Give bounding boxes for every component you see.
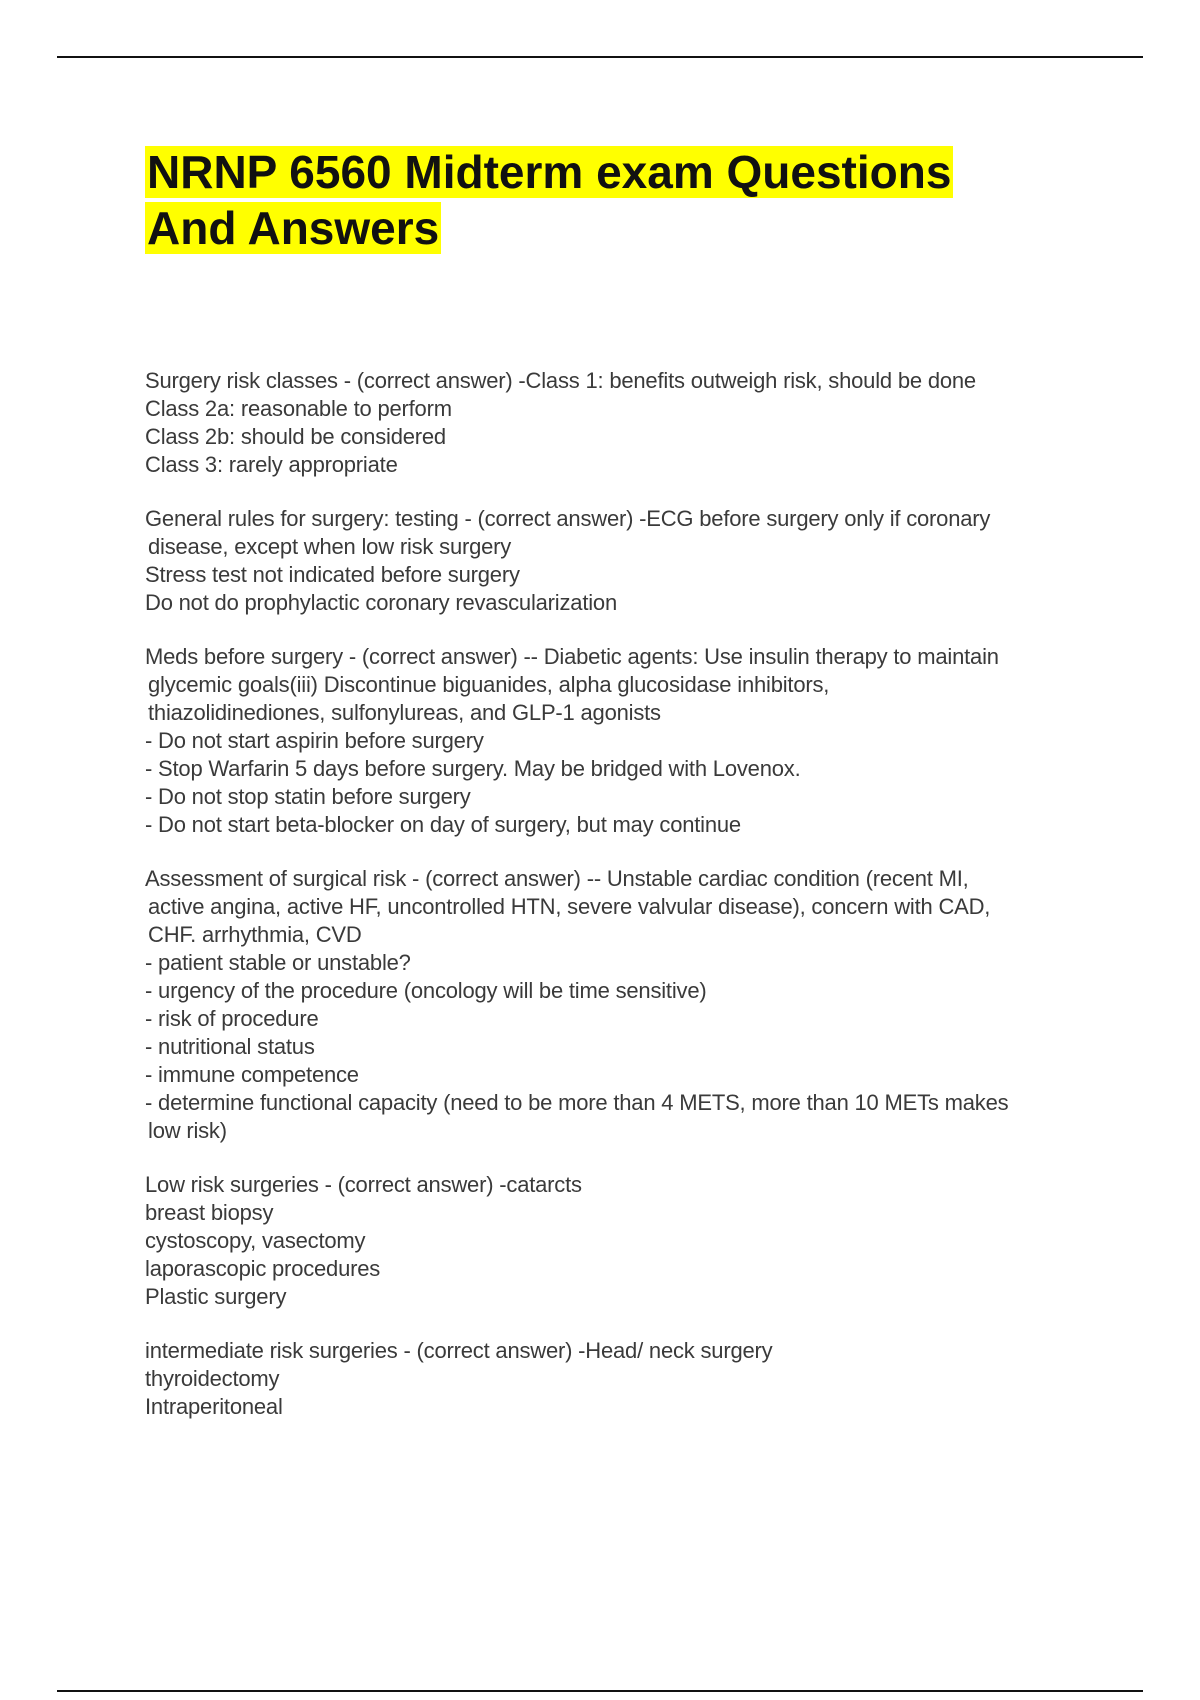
qa-answer-line: Do not do prophylactic coronary revascularization [145,590,617,615]
qa-answer-line: Plastic surgery [145,1284,287,1309]
document-title [145,144,1045,256]
qa-answer-line: CHF. arrhythmia, CVD [148,922,362,947]
qa-answer-line: - immune competence [145,1062,359,1087]
qa-answer-line: - Do not start aspirin before surgery [145,728,484,753]
bottom-rule [57,1690,1143,1692]
qa-answer-line: active angina, active HF, uncontrolled HTN, severe valvular disease), concern with CAD, [148,894,991,919]
qa-answer-line: disease, except when low risk surgery [148,534,512,559]
title-line-2: And Answers [147,202,440,254]
qa-question-line: intermediate risk surgeries - (correct answer) -Head/ neck surgery [145,1338,773,1363]
qa-question-line: General rules for surgery: testing - (correct answer) -ECG before surgery only if coronary [145,506,991,531]
qa-question-line: Meds before surgery - (correct answer) -- Diabetic agents: Use insulin therapy to maintain [145,644,999,669]
qa-item [145,505,1085,617]
qa-answer-line: Intraperitoneal [145,1394,283,1419]
qa-item [145,643,1085,839]
qa-item [145,1171,1085,1311]
qa-item [145,1337,1085,1421]
qa-answer-line: - urgency of the procedure (oncology will be time sensitive) [145,978,707,1003]
qa-question-line: Low risk surgeries - (correct answer) -catarcts [145,1172,582,1197]
qa-answer-line: cystoscopy, vasectomy [145,1228,366,1253]
qa-answer-line: Class 2a: reasonable to perform [145,396,452,421]
qa-answer-line: - Do not stop statin before surgery [145,784,471,809]
qa-answer-line: thyroidectomy [145,1366,280,1391]
qa-answer-line: thiazolidinediones, sulfonylureas, and GLP-1 agonists [148,700,661,725]
qa-answer-line: Stress test not indicated before surgery [145,562,520,587]
title-line-1: NRNP 6560 Midterm exam Questions [147,146,952,198]
qa-answer-line: - determine functional capacity (need to be more than 4 METS, more than 10 METs makes [145,1090,1009,1115]
qa-answer-line: - Stop Warfarin 5 days before surgery. May be bridged with Lovenox. [145,756,801,781]
qa-answer-line: Class 2b: should be considered [145,424,446,449]
qa-answer-line: low risk) [148,1118,227,1143]
top-rule [57,56,1143,58]
qa-answer-line: - patient stable or unstable? [145,950,411,975]
qa-question-line: Surgery risk classes - (correct answer) -Class 1: benefits outweigh risk, should be done [145,368,976,393]
qa-list [145,367,1085,1447]
qa-answer-line: - Do not start beta-blocker on day of surgery, but may continue [145,812,741,837]
qa-answer-line: - risk of procedure [145,1006,319,1031]
qa-answer-line: laporascopic procedures [145,1256,381,1281]
qa-item [145,367,1085,479]
qa-answer-line: glycemic goals(iii) Discontinue biguanides, alpha glucosidase inhibitors, [148,672,830,697]
qa-answer-line: breast biopsy [145,1200,274,1225]
qa-item [145,865,1085,1145]
qa-answer-line: Class 3: rarely appropriate [145,452,398,477]
qa-answer-line: - nutritional status [145,1034,315,1059]
qa-question-line: Assessment of surgical risk - (correct answer) -- Unstable cardiac condition (recent MI, [145,866,969,891]
